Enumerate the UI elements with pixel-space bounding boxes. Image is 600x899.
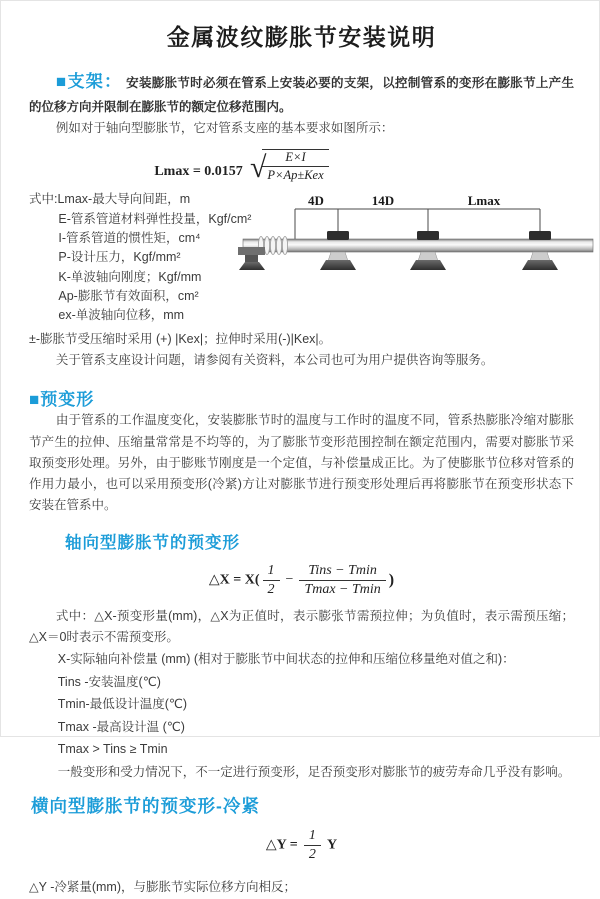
definition-row: K-单波轴向刚度；Kgf/mm — [58, 269, 202, 284]
support-heading-label: 支架： — [67, 72, 123, 91]
formula-dy-fraction — [304, 828, 321, 863]
predeform-section-heading — [29, 385, 574, 410]
formula-dx-temp-fraction — [299, 563, 385, 598]
formula-dx-half-fraction — [263, 563, 280, 598]
parameter-row: Tmin-最低设计温度(℃) — [57, 697, 188, 712]
formula-lmax-lhs: Lmax = 0.0157 — [154, 164, 243, 180]
support-intro-paragraph — [29, 68, 574, 118]
dy-denominator: 2 — [304, 845, 321, 863]
formula-delta-y — [29, 828, 574, 863]
definition-row: E-管系管道材料弹性投量，Kgf/cm² — [58, 211, 252, 226]
sqrt-radical — [249, 149, 329, 185]
definition-row: ex-单波轴向位移，mm — [58, 308, 185, 323]
half-denominator: 2 — [263, 580, 280, 598]
half-numerator: 1 — [267, 562, 275, 578]
formula-dx-lhs: △X = X( — [208, 571, 260, 587]
formula-lmax-fraction — [262, 149, 328, 182]
dy-numerator: 1 — [308, 828, 316, 844]
pipe — [243, 239, 593, 252]
kex-sign-note: ±-膨胀节受压缩时采用 (+) |Kex|；拉伸时采用(-)|Kex|。 — [29, 331, 332, 346]
temp-numerator: Tins − Tmin — [308, 562, 377, 578]
formula-delta-x — [29, 563, 574, 598]
definition-row: P-设计压力，Kgf/mm² — [58, 250, 181, 265]
formula-lmax — [29, 149, 454, 185]
square-bullet-icon: ■ — [29, 390, 41, 410]
close-paren: ) — [388, 571, 395, 589]
delta-x-explanation: 式中：△X-预变形量(mm)，△X为正值时，表示膨张节需预拉伸；为负值时，表示需预压缩；△X＝0时表示不需预变形。 — [29, 608, 574, 644]
consulting-note: 关于管系支座设计问题，请参阅有关资料，本公司也可为用户提供咨询等服务。 — [55, 353, 494, 368]
pipe-anchor — [238, 247, 265, 270]
cold-tightening-note: △Y -冷紧量(mm)，与膨胀节实际位移方向相反； — [29, 880, 297, 895]
formula-lmax-numerator: E×I — [285, 150, 306, 165]
pipe-support-diagram — [238, 193, 598, 293]
lateral-predeform-heading: 横向型膨胀节的预变形-冷紧 — [31, 796, 260, 817]
sqrt-symbol-icon: √ — [249, 151, 267, 185]
parameter-row: 一般变形和受力情况下，不一定进行预变形，足否预变形对膨胀节的疲劳寿命几乎没有影响。 — [57, 764, 571, 779]
parameter-row: Tins -安装温度(℃) — [57, 674, 161, 689]
dimension-label-4d: 4D — [308, 193, 324, 208]
parameter-row: Tmax -最高设计温 (℃) — [57, 719, 185, 734]
predeform-heading-label: 预变形 — [40, 390, 95, 410]
definition-row: 式中:Lmax-最大导向间距，m — [29, 192, 191, 207]
definition-row: I-管系管道的惯性矩，cm⁴ — [58, 230, 201, 245]
formula-dy-lhs: △Y = — [265, 837, 298, 853]
axial-parameter-list — [29, 648, 574, 783]
formula-lmax-denominator: P×Ap±Kex — [262, 166, 328, 182]
support-example-paragraph: 例如对于轴向型膨胀节，它对管系支座的基本要求如图所示： — [55, 121, 394, 136]
page-title: 金属波纹膨胀节安装说明 — [166, 24, 437, 50]
dimension-label-lmax: Lmax — [467, 193, 501, 208]
support-section-heading — [56, 72, 123, 91]
minus-sign: − — [285, 572, 294, 588]
temp-denominator: Tmax − Tmin — [299, 580, 385, 598]
definition-row: Ap-膨胀节有效面积，cm² — [58, 289, 199, 304]
predeform-paragraph: 由于管系的工作温度变化，安装膨胀节时的温度与工作时的温度不同，管系热膨胀冷缩对膨胀节产生的拉伸、压缩量常常是不均等的，为了膨胀节变形范围控制在额定范围内，需要对膨胀节采取预变形处理。另外，由于膨账节刚度是一个定值，与补偿量成正比。为了使膨胀节位移对管系的作用力最小，也可以采用预变形(冷紧)方让对膨胀节进行预变形处理后再将膨胀节在预变形状态下安装在管系中。 — [29, 413, 574, 513]
axial-predeform-heading: 轴向型膨胀节的预变形 — [65, 533, 240, 552]
parameter-row: X-实际轴向补偿量 (mm) (相对于膨胀节中间状态的拉伸和压缩位移量绝对值之和)： — [57, 652, 515, 667]
formula-dy-rhs: Y — [326, 837, 338, 853]
parameter-row: Tmax > Tins ≥ Tmin — [57, 742, 168, 757]
dimension-label-14d: 14D — [371, 193, 395, 208]
square-bullet-icon: ■ — [55, 72, 68, 91]
support-intro-text: 安装膨胀节时必须在管系上安装必要的支架，以控制管系的变形在膨胀节上产生的位移方向并限制在膨胀节的额定位移范围内。 — [29, 76, 574, 114]
